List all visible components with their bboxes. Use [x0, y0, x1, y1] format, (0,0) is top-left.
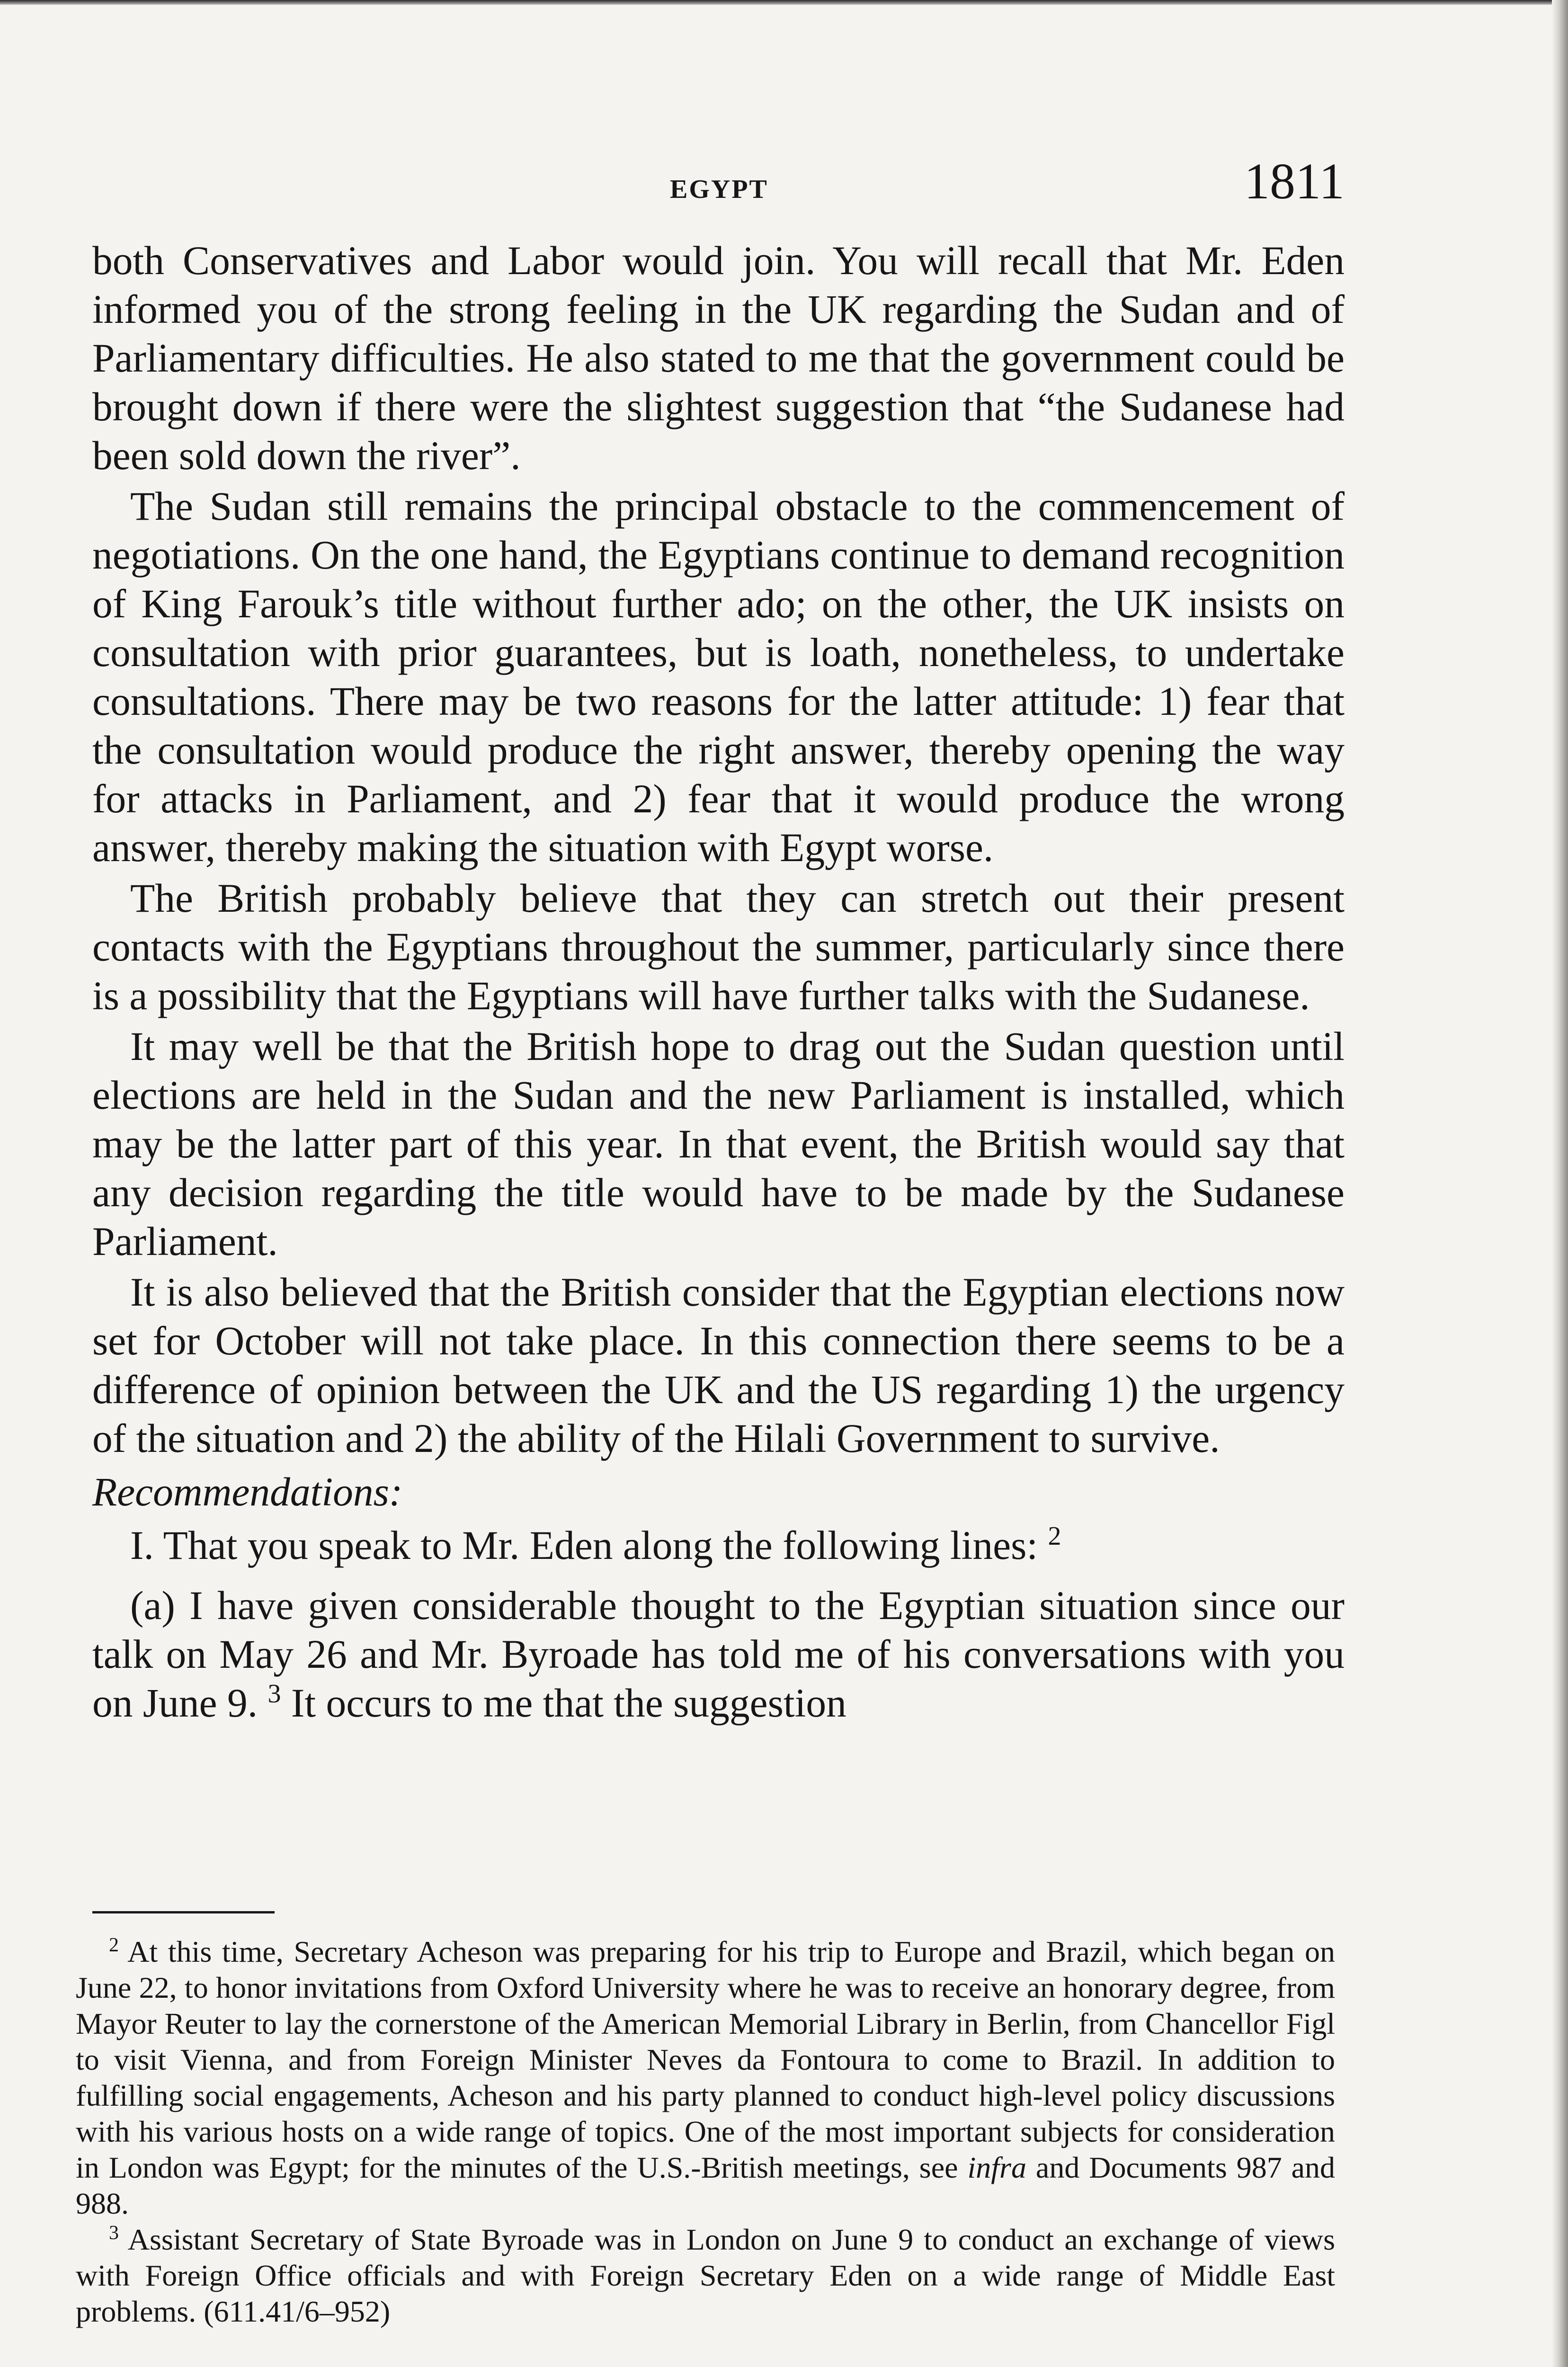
- footnote-2-infra: infra: [967, 2151, 1026, 2184]
- page-right-edge: [1552, 0, 1568, 2367]
- body-paragraph-2: The Sudan still remains the principal obstacle to the commencement of negotiations. On the one hand, the Egyptians continue to demand recognition of King Farouk’s title without further ado; on the other, the UK insists on consultation with prior guarantees, but is loath, nonetheless, to undertake consultations. There may be two reasons for the latter attitude: 1) fear that the consultation would produce the right answer, thereby opening the way for attacks in Parliament, and 2) fear that it would produce the wrong answer, thereby making the situation with Egypt worse.: [92, 484, 1345, 870]
- body-paragraph-4: It may well be that the British hope to drag out the Sudan question until elections are held in the Sudan and the new Parliament is installed, which may be the latter part of this year. In that event, the British would say that any decision regarding the title would have to be made by the Sudanese Parliament.: [92, 1024, 1345, 1264]
- footnote-ref-3: 3: [267, 1679, 281, 1709]
- recommendation-item-1-text: I. That you speak to Mr. Eden along the following lines:: [130, 1523, 1038, 1568]
- footnote-ref-2: 2: [1048, 1522, 1061, 1551]
- document-body: [92, 237, 1345, 1730]
- running-head: [90, 153, 1345, 232]
- page-top-edge: [0, 0, 1568, 5]
- recommendation-item-a: [92, 1582, 1345, 1728]
- footnote-2: [76, 1934, 1335, 2222]
- body-paragraph-3: The British probably believe that they can stretch out their present contacts with the Egyptians throughout the summer, particularly since there is a possibility that the Egyptians will have further talks with the Sudanese.: [92, 876, 1345, 1018]
- body-paragraph-5: It is also believed that the British consider that the Egyptian elections now set for October will not take place. In this connection there seems to be a difference of opinion between the UK and the US regarding 1) the urgency of the situation and 2) the ability of the Hilali Government to survive.: [92, 1270, 1345, 1461]
- recommendation-item-a-text-2: It occurs to me that the suggestion: [291, 1681, 846, 1726]
- recommendations-heading: Recommendations:: [92, 1470, 403, 1514]
- footnote-3: [76, 2222, 1335, 2330]
- body-paragraph-1: both Conservatives and Labor would join. You will recall that Mr. Eden informed you of the strong feeling in the UK regarding the Sudan and of Parliamentary difficulties. He also stated to me that the government could be brought down if there were the slightest suggestion that “the Sudanese had been sold down the river”.: [92, 239, 1345, 478]
- footnote-3-marker: 3: [109, 2222, 119, 2244]
- footnotes: [76, 1934, 1335, 2330]
- recommendation-item-a-text-1: (a) I have given considerable thought to the Egyptian situation since our talk on May 26 and Mr. Byroade has told me of his conversations with you on June 9.: [92, 1584, 1345, 1726]
- footnote-3-text: Assistant Secretary of State Byroade was in London on June 9 to conduct an exchange of views with Foreign Office officials and with Foreign Secretary Eden on a wide range of Middle East problems. (611.41/6–952): [76, 2223, 1336, 2328]
- page-number: 1811: [1244, 153, 1345, 210]
- running-title: EGYPT: [670, 175, 768, 204]
- footnote-2-marker: 2: [109, 1934, 119, 1956]
- footnote-2-text-a: At this time, Secretary Acheson was preparing for his trip to Europe and Brazil, which began on June 22, to honor invitations from Oxford University where he was to receive an honorary degree, from Mayor Reuter to lay the cornerstone of the American Memorial Library in Berlin, from Chancellor Figl to visit Vienna, and from Foreign Minister Neves da Fontoura to come to Brazil. In addition to fulfilling social engagements, Acheson and his party planned to conduct high-level policy discussions with his various hosts on a wide range of topics. One of the most important subjects for consideration in London was Egypt; for the minutes of the U.S.-British meetings, see: [76, 1935, 1336, 2184]
- recommendation-item-1: [92, 1522, 1345, 1570]
- footnote-2-text-b: and Documents 987 and 988.: [76, 2151, 1336, 2220]
- footnote-divider: [92, 1911, 275, 1913]
